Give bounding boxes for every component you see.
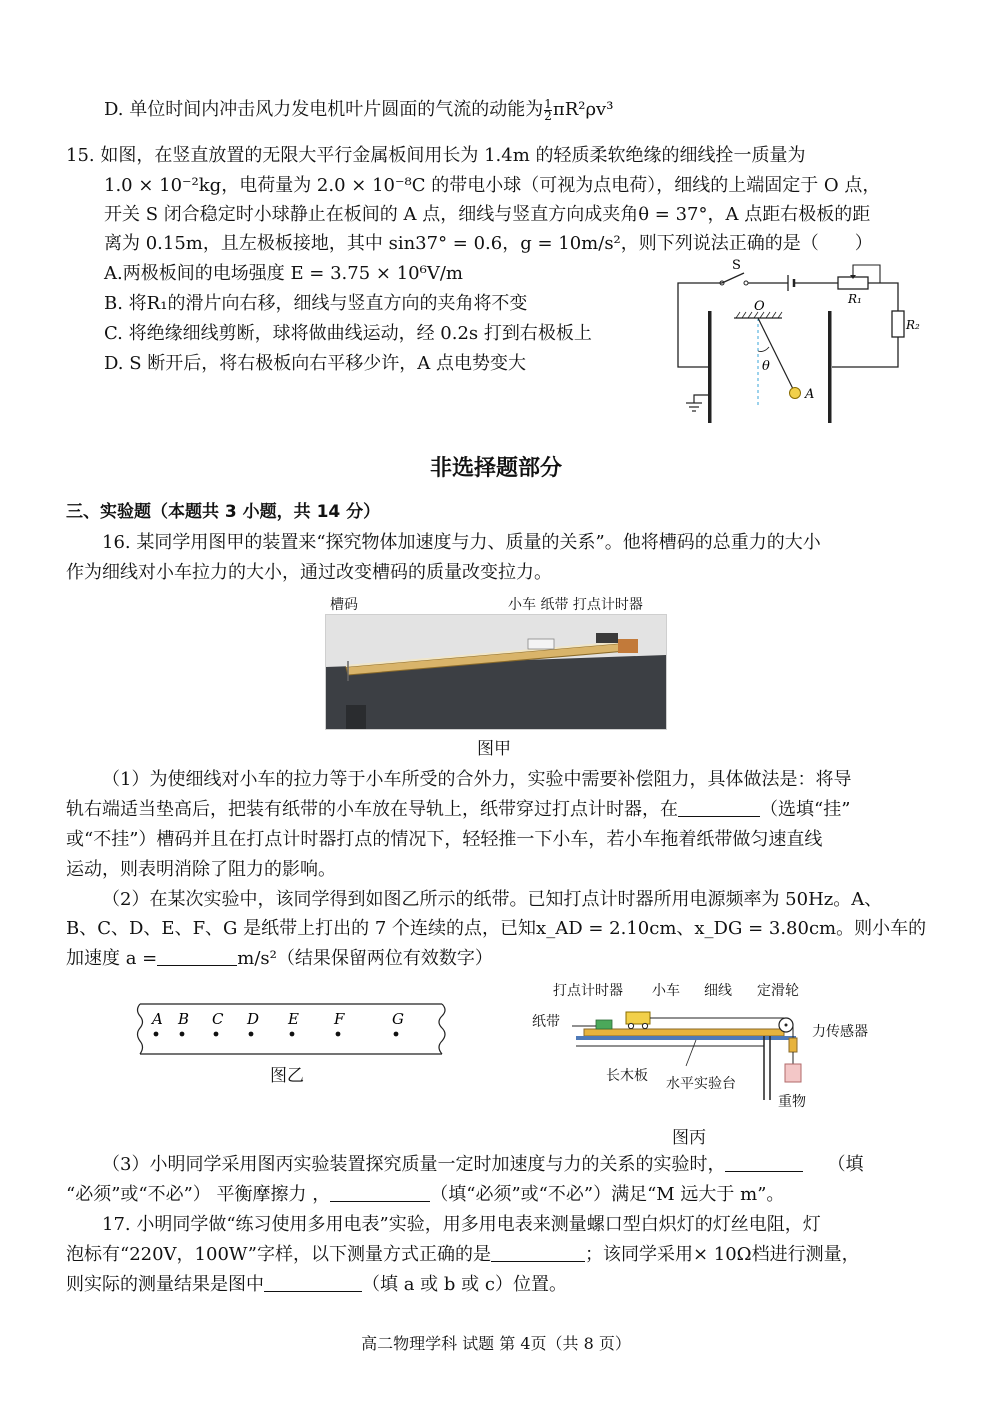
- q16-part2-line1: （2）在某次实验中，该同学得到如图乙所示的纸带。已知打点计时器所用电源频率为 50Hz。A、: [102, 889, 883, 910]
- answer-blank[interactable]: [491, 1243, 585, 1262]
- tape-point: [249, 1032, 254, 1037]
- tape-point-label: D: [247, 1010, 260, 1028]
- hanging-weight: [785, 1064, 801, 1082]
- label-timer: 打点计时器: [553, 983, 623, 999]
- figure-2-caption: 图乙: [270, 1066, 304, 1086]
- photo-label-slot-weight: 槽码: [330, 597, 358, 613]
- pulley-axle: [785, 1024, 788, 1027]
- q14-option-d-text: D. 单位时间内冲击风力发电机叶片圆面的气流的动能为: [104, 99, 544, 120]
- tape-point: [290, 1032, 295, 1037]
- answer-blank[interactable]: [330, 1183, 430, 1202]
- tape-torn-edge: [138, 1004, 143, 1054]
- tape-point-label: B: [178, 1010, 190, 1028]
- q17-stem-line3-text: 则实际的测量结果是图中: [66, 1274, 264, 1295]
- left-plate: [708, 311, 712, 423]
- fraction-numerator: 1: [544, 96, 552, 111]
- charged-ball: [790, 388, 801, 399]
- tape-point: [336, 1032, 341, 1037]
- r1-label: R₁: [848, 292, 862, 306]
- q16-part1-line1: （1）为使细线对小车的拉力等于小车所受的合外力，实验中需要补偿阻力，具体做法是：将导: [102, 769, 852, 790]
- q17-stem-line3-hint: （填 a 或 b 或 c）位置。: [362, 1274, 567, 1295]
- tape-torn-edge: [439, 1004, 445, 1054]
- q15-option-a: A.两极板间的电场强度 E = 3.75 × 10⁶V/m: [104, 263, 463, 284]
- wire-right: [868, 283, 898, 311]
- tape-point-label: C: [212, 1010, 224, 1028]
- switch-label: S: [732, 258, 741, 273]
- cart-body: [626, 1012, 650, 1024]
- q14-option-d-formula: πR²ρv³: [552, 99, 614, 120]
- section-heading: 三、实验题（本题共 3 小题，共 14 分）: [66, 502, 381, 522]
- figure-3-caption: 图丙: [672, 1128, 706, 1148]
- thread: [758, 318, 794, 391]
- q16-part2-line2: B、C、D、E、F、G 是纸带上打出的 7 个连续的点，已知x_AD = 2.10cm、x_DG = 3.80cm。则小车的: [66, 918, 927, 939]
- q17-stem-line2: [66, 1243, 860, 1267]
- switch-contact: [744, 281, 748, 285]
- apparatus-photo: [325, 614, 667, 730]
- resistor-r2: [892, 311, 904, 337]
- acceleration-label: 加速度 a =: [66, 948, 158, 969]
- apparatus-diagram: [566, 1000, 816, 1100]
- q16-part2-line3: [66, 947, 493, 971]
- label-board: 长木板: [606, 1068, 648, 1084]
- fraction-denominator: 2: [544, 108, 552, 123]
- ground-wire: [694, 395, 708, 403]
- answer-blank[interactable]: [725, 1153, 803, 1172]
- q14-option-d: [104, 98, 613, 122]
- q17-stem-line3: [66, 1273, 567, 1297]
- q15-stem-line4: 离为 0.15m，且左极板接地，其中 sin37° = 0.6，g = 10m/s²，则下列说法正确的是（ ）: [104, 233, 873, 254]
- q17-stem-line1: 17. 小明同学做“练习使用多用电表”实验，用多用电表来测量螺口型白炽灯的灯丝电阻，灯: [102, 1214, 821, 1235]
- cart-wheel: [628, 1023, 633, 1028]
- tape-point: [154, 1032, 159, 1037]
- q16-part1-line2-hint: （选填“挂”: [760, 799, 851, 820]
- label-force-sensor: 力传感器: [812, 1024, 868, 1040]
- long-board: [584, 1029, 784, 1036]
- label-string: 细线: [704, 983, 732, 999]
- tape-point: [394, 1032, 399, 1037]
- board-label-line: [686, 1040, 696, 1066]
- angle-arc: [758, 347, 769, 352]
- apparatus-photo-illustration: [326, 615, 666, 729]
- q16-part1-line3: 或“不挂”）槽码并且在打点计时器打点的情况下，轻轻推一下小车，若小车拖着纸带做匀速直线: [66, 829, 823, 850]
- answer-blank[interactable]: [157, 947, 237, 966]
- label-cart: 小车: [652, 983, 680, 999]
- q15-stem-line1: 15. 如图，在竖直放置的无限大平行金属板间用长为 1.4m 的轻质柔软绝缘的细线拴一质量为: [66, 145, 806, 166]
- q16-stem-line2: 作为细线对小车拉力的大小，通过改变槽码的质量改变拉力。: [66, 562, 552, 583]
- q15-option-d: D. S 断开后，将右极板向右平移少许，A 点电势变大: [104, 353, 527, 374]
- q16-part1-line4: 运动，则表明消除了阻力的影响。: [66, 859, 336, 880]
- label-pulley: 定滑轮: [757, 983, 799, 999]
- answer-blank[interactable]: [678, 798, 760, 817]
- tape-point-label: F: [334, 1010, 345, 1028]
- theta-label: θ: [762, 359, 770, 374]
- r2-label: R₂: [906, 318, 920, 332]
- timer-block: [596, 1020, 612, 1029]
- point-a-label: A: [805, 387, 815, 402]
- q15-stem-line3: 开关 S 闭合稳定时小球静止在板间的 A 点，细线与竖直方向成夹角θ = 37°，A 点距右极板的距: [104, 204, 871, 225]
- page-footer: 高二物理学科 试题 第 4页（共 8 页）: [361, 1334, 631, 1353]
- q16-part3-line1: [102, 1153, 863, 1177]
- photo-label-cart-tape-timer: 小车 纸带 打点计时器: [508, 597, 643, 613]
- cart-wheel: [642, 1023, 647, 1028]
- force-sensor: [789, 1038, 797, 1052]
- right-plate: [828, 311, 832, 423]
- paper-tape-figure: [134, 998, 456, 1060]
- q17-stem-line2-text: 泡标有“220V，100W”字样，以下测量方式正确的是: [66, 1244, 491, 1265]
- tape-point-label: A: [152, 1010, 163, 1028]
- q16-part1-line2: [66, 798, 850, 822]
- wire-left: [678, 283, 722, 367]
- q16-part3-line2-hint: （填“必须”或“不必”）满足“M 远大于 m”。: [430, 1184, 785, 1205]
- label-weight: 重物: [778, 1094, 806, 1110]
- q15-stem-line2: 1.0 × 10⁻²kg，电荷量为 2.0 × 10⁻⁸C 的带电小球（可视为点电荷），细线的上端固定于 O 点，: [104, 175, 881, 196]
- tape-points: [150, 1010, 404, 1036]
- tape-point-label: G: [392, 1010, 404, 1028]
- acceleration-unit-note: m/s²（结果保留两位有效数字）: [237, 948, 493, 969]
- tape-point: [214, 1032, 219, 1037]
- q16-part3-line1-text: （3）小明同学采用图丙实验装置探究质量一定时加速度与力的关系的实验时，: [102, 1154, 726, 1175]
- label-tape: 纸带: [532, 1014, 560, 1030]
- q16-part3-line1-hint: （填: [827, 1154, 864, 1175]
- point-o-label: O: [754, 299, 765, 314]
- q15-option-b: B. 将R₁的滑片向右移，细线与竖直方向的夹角将不变: [104, 293, 528, 314]
- answer-blank[interactable]: [264, 1273, 362, 1292]
- q16-stem-line1: 16. 某同学用图甲的装置来“探究物体加速度与力、质量的关系”。他将槽码的总重力的大小: [102, 532, 821, 553]
- label-table: 水平实验台: [666, 1076, 736, 1092]
- fraction: [544, 96, 552, 123]
- q16-part3-line2-text: “必须”或“不必”） 平衡摩擦力 ，: [66, 1184, 331, 1205]
- q17-stem-line2-tail: ；该同学采用× 10Ω档进行测量，: [584, 1244, 860, 1265]
- table-top: [576, 1036, 796, 1040]
- section-title: 非选择题部分: [429, 456, 562, 481]
- tape-point-label: E: [288, 1010, 299, 1028]
- q15-option-c: C. 将绝缘细线剪断，球将做曲线运动，经 0.2s 打到右极板上: [104, 323, 592, 344]
- switch-s: [722, 273, 744, 283]
- q16-part3-line2: [66, 1183, 784, 1207]
- figure-1-caption: 图甲: [477, 739, 511, 759]
- q16-part1-line2-text: 轨右端适当垫高后，把装有纸带的小车放在导轨上，纸带穿过打点计时器，在: [66, 799, 678, 820]
- tape-point: [180, 1032, 185, 1037]
- q15-circuit-diagram: [670, 255, 930, 430]
- wire-right-bottom: [832, 337, 898, 367]
